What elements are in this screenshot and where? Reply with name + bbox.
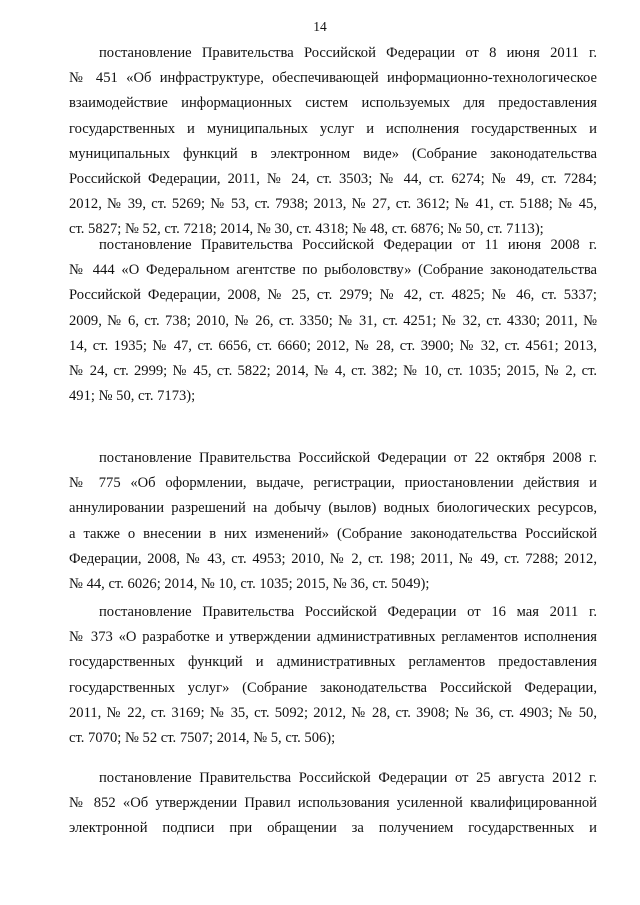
text-line: аннулировании разрешений на добычу (вылов) водных биологических ресурсов, (69, 500, 597, 517)
text-line: а также о внесении в них изменений» (Собрание законодательства Российской (69, 525, 597, 542)
text-line: Российской Федерации, 2011, № 24, ст. 3503; № 44, ст. 6274; № 49, ст. 7284; (69, 171, 597, 187)
text-line: государственных услуг» (Собрание законодательства Российской Федерации, (69, 679, 597, 696)
text-line: постановление Правительства Российской Федерации от 8 июня 2011 г. (99, 45, 597, 61)
text-line: 2012, № 39, ст. 5269; № 53, ст. 7938; 2013, № 27, ст. 3612; № 41, ст. 5188; № 45, (69, 196, 597, 213)
text-line: ст. 5827; № 52, ст. 7218; 2014, № 30, ст. 4318; № 48, ст. 6876; № 50, ст. 7113); (69, 221, 544, 238)
text-line: 2011, № 22, ст. 3169; № 35, ст. 5092; 2012, № 28, ст. 3908; № 36, ст. 4903; № 50, (69, 704, 597, 721)
text-line: Российской Федерации, 2008, № 25, ст. 2979; № 42, ст. 4825; № 46, ст. 5337; (69, 287, 597, 304)
text-line: № 852 «Об утверждении Правил использования усиленной квалифицированной (69, 795, 597, 812)
text-line: № 775 «Об оформлении, выдаче, регистрации, приостановлении действия и (69, 475, 597, 492)
text-line: 491; № 50, ст. 7173); (69, 388, 196, 405)
text-line: электронной подписи при обращении за получением государственных и (69, 820, 597, 837)
text-line: муниципальных функций в электронном виде» (Собрание законодательства (69, 145, 597, 162)
text-line: постановление Правительства Российской Федерации от 16 мая 2011 г. (99, 604, 597, 620)
text-line: № 44, ст. 6026; 2014, № 10, ст. 1035; 2015, № 36, ст. 5049); (69, 576, 430, 592)
text-line: № 373 «О разработке и утверждении административных регламентов исполнения (69, 629, 597, 646)
text-line: № 24, ст. 2999; № 45, ст. 5822; 2014, № 4, ст. 382; № 10, ст. 1035; 2015, № 2, ст. (69, 363, 597, 379)
text-line: ст. 7070; № 52 ст. 7507; 2014, № 5, ст. 506); (69, 730, 336, 746)
text-line: постановление Правительства Российской Федерации от 11 июня 2008 г. (99, 237, 597, 253)
text-line: 14, ст. 1935; № 47, ст. 6656, ст. 6660; 2012, № 28, ст. 3900; № 32, ст. 4561; 2013, (69, 337, 597, 354)
text-line: государственных функций и административных регламентов предоставления (69, 654, 597, 671)
page-number: 14 (313, 19, 327, 34)
text-line: Федерации, 2008, № 43, ст. 4953; 2010, № 2, ст. 198; 2011, № 49, ст. 7288; 2012, (69, 550, 597, 567)
text-line: государственных и муниципальных услуг и исполнения государственных и (69, 120, 597, 137)
text-line: постановление Правительства Российской Федерации от 22 октября 2008 г. (99, 450, 597, 466)
text-line: постановление Правительства Российской Федерации от 25 августа 2012 г. (99, 770, 597, 786)
text-line: № 451 «Об инфраструктуре, обеспечивающей информационно-технологическое (69, 70, 597, 87)
text-line: № 444 «О Федеральном агентстве по рыболовству» (Собрание законодательства (69, 262, 597, 279)
text-line: взаимодействие информационных систем используемых для предоставления (69, 95, 597, 112)
text-line: 2009, № 6, ст. 738; 2010, № 26, ст. 3350; № 31, ст. 4251; № 32, ст. 4330; 2011, № (69, 312, 597, 329)
